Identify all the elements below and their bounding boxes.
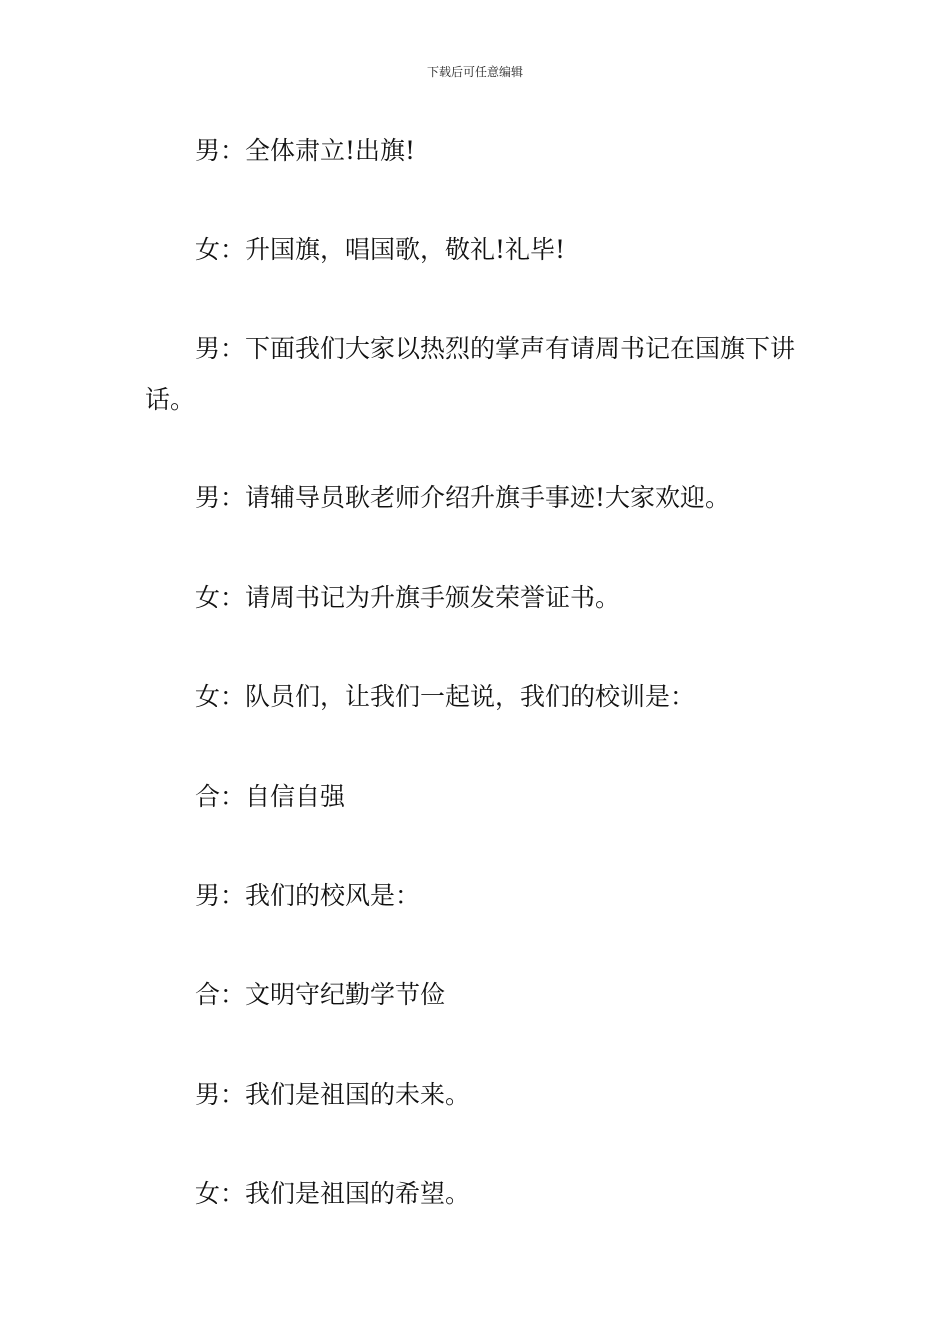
paragraph-9: 合：文明守纪勤学节俭 xyxy=(195,980,446,1009)
page-header: 下载后可任意编辑 xyxy=(426,65,523,79)
paragraph-5: 女：请周书记为升旗手颁发荣誉证书。 xyxy=(195,583,621,612)
paragraph-7: 合：自信自强 xyxy=(195,782,346,811)
paragraph-4: 男：请辅导员耿老师介绍升旗手事迹!大家欢迎。 xyxy=(195,483,731,512)
paragraph-6: 女：队员们，让我们一起说，我们的校训是： xyxy=(195,682,696,711)
paragraph-8: 男：我们的校风是： xyxy=(195,881,421,910)
paragraph-2: 女：升国旗，唱国歌，敬礼!礼毕! xyxy=(195,235,566,264)
paragraph-1: 男：全体肃立!出旗! xyxy=(195,136,416,165)
paragraph-10: 男：我们是祖国的未来。 xyxy=(195,1080,471,1109)
paragraph-3: 男：下面我们大家以热烈的掌声有请周书记在国旗下讲话。 xyxy=(145,334,796,414)
paragraph-11: 女：我们是祖国的希望。 xyxy=(195,1179,471,1208)
